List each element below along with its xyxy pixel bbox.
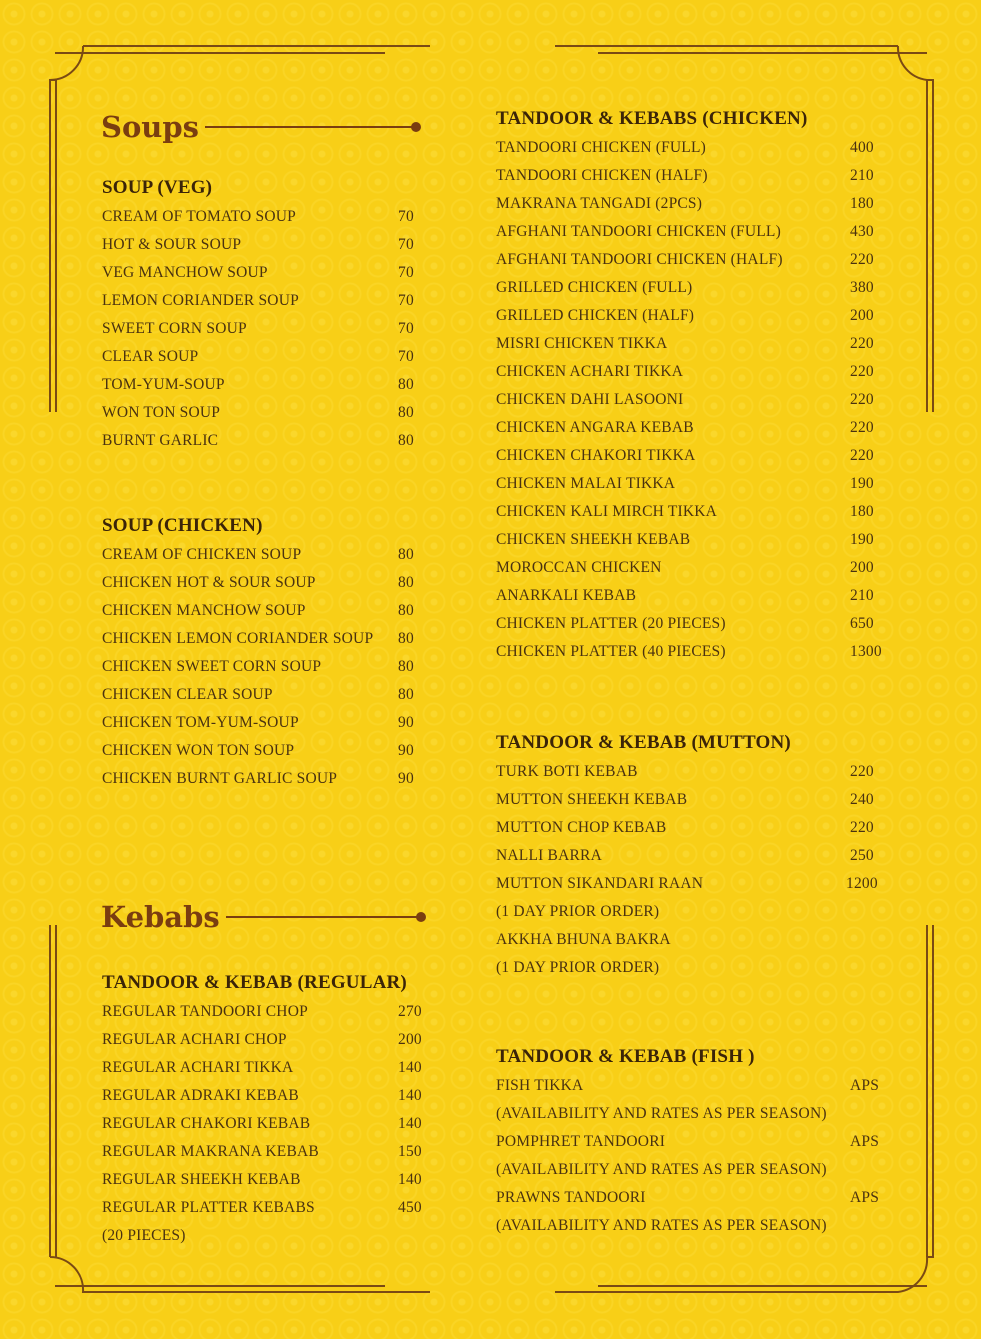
item-name: ANARKALI KEBAB xyxy=(496,587,637,604)
item-price: 140 xyxy=(398,1087,422,1104)
item-price: 80 xyxy=(398,658,414,675)
menu-item xyxy=(102,203,432,231)
item-name: MUTTON SHEEKH KEBAB xyxy=(496,791,688,808)
item-price: 210 xyxy=(850,587,874,604)
item-price: 400 xyxy=(850,139,874,156)
item-price: 80 xyxy=(398,630,414,647)
item-name: TANDOORI CHICKEN (FULL) xyxy=(496,139,707,156)
item-price: 90 xyxy=(398,770,414,787)
menu-item xyxy=(102,399,432,427)
item-price: 180 xyxy=(850,503,874,520)
menu-item xyxy=(102,231,432,259)
item-price: 190 xyxy=(850,475,874,492)
item-price: 180 xyxy=(850,195,874,212)
title-rule xyxy=(205,126,417,128)
item-price: 220 xyxy=(850,763,874,780)
item-name: CHICKEN TOM-YUM-SOUP xyxy=(102,714,299,731)
menu-item xyxy=(496,1212,896,1240)
item-name: CREAM OF CHICKEN SOUP xyxy=(102,546,302,563)
section-soup-chicken xyxy=(102,511,432,793)
menu-item xyxy=(102,1054,442,1082)
item-name: REGULAR TANDOORI CHOP xyxy=(102,1003,308,1020)
section-heading: SOUP (VEG) xyxy=(102,177,213,198)
menu-item xyxy=(102,1082,442,1110)
item-price: 70 xyxy=(398,348,414,365)
menu-item xyxy=(102,1110,442,1138)
item-price: 140 xyxy=(398,1115,422,1132)
item-price: 220 xyxy=(850,391,874,408)
item-name: CHICKEN ACHARI TIKKA xyxy=(496,363,684,380)
section-soup-veg xyxy=(102,173,432,455)
item-name: POMPHRET TANDOORI xyxy=(496,1133,666,1150)
menu-item xyxy=(102,1222,442,1250)
menu-item xyxy=(496,610,896,638)
item-name: AKKHA BHUNA BAKRA xyxy=(496,931,671,948)
item-price: 80 xyxy=(398,376,414,393)
item-price: 210 xyxy=(850,167,874,184)
title-rule xyxy=(226,916,422,918)
section-kebab-regular xyxy=(102,968,442,1250)
menu-item xyxy=(496,554,896,582)
item-name: REGULAR PLATTER KEBABS xyxy=(102,1199,315,1216)
item-price: 270 xyxy=(398,1003,422,1020)
menu-item xyxy=(496,758,896,786)
menu-item xyxy=(102,427,432,455)
section-heading: TANDOOR & KEBAB (FISH ) xyxy=(496,1046,755,1067)
section-kebab-chicken xyxy=(496,104,896,666)
section-heading: SOUP (CHICKEN) xyxy=(102,515,263,536)
menu-item xyxy=(102,1026,442,1054)
item-name: CHICKEN ANGARA KEBAB xyxy=(496,419,694,436)
item-price: 380 xyxy=(850,279,874,296)
item-name: CHICKEN BURNT GARLIC SOUP xyxy=(102,770,338,787)
menu-item xyxy=(102,541,432,569)
item-price: 70 xyxy=(398,320,414,337)
item-price: 140 xyxy=(398,1059,422,1076)
item-price: APS xyxy=(850,1133,880,1150)
item-price: 80 xyxy=(398,602,414,619)
item-price: APS xyxy=(850,1189,880,1206)
menu-item xyxy=(496,246,896,274)
item-name: (20 PIECES) xyxy=(102,1227,186,1244)
item-name: REGULAR MAKRANA KEBAB xyxy=(102,1143,319,1160)
item-price: 80 xyxy=(398,546,414,563)
menu-item xyxy=(496,638,896,666)
menu-item xyxy=(496,1156,896,1184)
menu-item xyxy=(496,1100,896,1128)
item-name: TANDOORI CHICKEN (HALF) xyxy=(496,167,708,184)
kebabs-title xyxy=(101,900,422,934)
menu-item xyxy=(102,737,432,765)
menu-item xyxy=(496,1072,896,1100)
menu-item xyxy=(102,343,432,371)
menu-item xyxy=(102,315,432,343)
menu-item xyxy=(496,414,896,442)
menu-item xyxy=(496,786,896,814)
item-name: CHICKEN CLEAR SOUP xyxy=(102,686,273,703)
item-price: 70 xyxy=(398,264,414,281)
item-name: CHICKEN HOT & SOUR SOUP xyxy=(102,574,316,591)
item-price: 220 xyxy=(850,363,874,380)
item-name: (AVAILABILITY AND RATES AS PER SEASON) xyxy=(496,1217,827,1234)
item-name: CHICKEN WON TON SOUP xyxy=(102,742,295,759)
item-name: CHICKEN DAHI LASOONI xyxy=(496,391,684,408)
menu-item xyxy=(102,597,432,625)
item-name: CHICKEN MANCHOW SOUP xyxy=(102,602,306,619)
item-price: 80 xyxy=(398,686,414,703)
item-name: REGULAR SHEEKH KEBAB xyxy=(102,1171,301,1188)
item-name: MISRI CHICKEN TIKKA xyxy=(496,335,668,352)
menu-item xyxy=(496,898,896,926)
menu-item xyxy=(496,814,896,842)
menu-item xyxy=(496,926,896,954)
item-name: AFGHANI TANDOORI CHICKEN (FULL) xyxy=(496,223,781,240)
item-name: (1 DAY PRIOR ORDER) xyxy=(496,959,660,976)
menu-item xyxy=(496,1128,896,1156)
menu-item xyxy=(496,302,896,330)
item-name: MUTTON CHOP KEBAB xyxy=(496,819,667,836)
item-name: REGULAR ADRAKI KEBAB xyxy=(102,1087,299,1104)
item-name: VEG MANCHOW SOUP xyxy=(102,264,268,281)
item-price: 200 xyxy=(850,559,874,576)
item-name: AFGHANI TANDOORI CHICKEN (HALF) xyxy=(496,251,783,268)
item-price: 190 xyxy=(850,531,874,548)
menu-item xyxy=(496,162,896,190)
item-name: CHICKEN PLATTER (40 PIECES) xyxy=(496,643,726,660)
item-name: TOM-YUM-SOUP xyxy=(102,376,225,393)
item-price: 80 xyxy=(398,432,414,449)
menu-item xyxy=(496,386,896,414)
item-name: MUTTON SIKANDARI RAAN xyxy=(496,875,704,892)
item-name: NALLI BARRA xyxy=(496,847,602,864)
section-kebab-mutton xyxy=(496,728,896,982)
menu-item xyxy=(496,498,896,526)
item-name: TURK BOTI KEBAB xyxy=(496,763,638,780)
item-price: 220 xyxy=(850,819,874,836)
item-price: 80 xyxy=(398,404,414,421)
menu-item xyxy=(496,526,896,554)
item-price: 220 xyxy=(850,419,874,436)
item-name: CHICKEN LEMON CORIANDER SOUP xyxy=(102,630,374,647)
item-price: 250 xyxy=(850,847,874,864)
item-price: 200 xyxy=(398,1031,422,1048)
menu-item xyxy=(496,842,896,870)
menu-item xyxy=(496,190,896,218)
menu-item xyxy=(102,569,432,597)
menu-item xyxy=(496,442,896,470)
item-name: GRILLED CHICKEN (HALF) xyxy=(496,307,695,324)
item-name: SWEET CORN SOUP xyxy=(102,320,247,337)
item-name: MOROCCAN CHICKEN xyxy=(496,559,662,576)
menu-item xyxy=(102,765,432,793)
menu-item xyxy=(496,954,896,982)
menu-item xyxy=(496,218,896,246)
item-name: PRAWNS TANDOORI xyxy=(496,1189,646,1206)
item-price: 80 xyxy=(398,574,414,591)
menu-item xyxy=(496,582,896,610)
item-name: (1 DAY PRIOR ORDER) xyxy=(496,903,660,920)
item-name: (AVAILABILITY AND RATES AS PER SEASON) xyxy=(496,1161,827,1178)
item-name: CREAM OF TOMATO SOUP xyxy=(102,208,296,225)
menu-item xyxy=(496,1184,896,1212)
item-name: CHICKEN CHAKORI TIKKA xyxy=(496,447,696,464)
item-price: 70 xyxy=(398,236,414,253)
item-name: MAKRANA TANGADI (2PCS) xyxy=(496,195,703,212)
item-price: 90 xyxy=(398,714,414,731)
menu-item xyxy=(102,287,432,315)
item-price: 70 xyxy=(398,208,414,225)
section-kebab-fish xyxy=(496,1042,896,1240)
item-price: 140 xyxy=(398,1171,422,1188)
item-name: HOT & SOUR SOUP xyxy=(102,236,242,253)
item-price: 650 xyxy=(850,615,874,632)
item-name: CHICKEN SWEET CORN SOUP xyxy=(102,658,322,675)
item-name: CHICKEN MALAI TIKKA xyxy=(496,475,676,492)
menu-item xyxy=(102,1194,442,1222)
menu-item xyxy=(102,709,432,737)
menu-item xyxy=(496,274,896,302)
item-name: LEMON CORIANDER SOUP xyxy=(102,292,299,309)
item-name: CHICKEN KALI MIRCH TIKKA xyxy=(496,503,718,520)
item-name: WON TON SOUP xyxy=(102,404,221,421)
item-price: 240 xyxy=(850,791,874,808)
menu-item xyxy=(102,653,432,681)
menu-item xyxy=(102,1166,442,1194)
item-price: APS xyxy=(850,1077,880,1094)
item-price: 220 xyxy=(850,447,874,464)
item-name: (AVAILABILITY AND RATES AS PER SEASON) xyxy=(496,1105,827,1122)
item-price: 1300 xyxy=(850,643,882,660)
item-name: CLEAR SOUP xyxy=(102,348,199,365)
menu-item xyxy=(496,134,896,162)
item-name: CHICKEN SHEEKH KEBAB xyxy=(496,531,691,548)
item-name: BURNT GARLIC xyxy=(102,432,219,449)
menu-item xyxy=(102,625,432,653)
menu-item xyxy=(102,259,432,287)
item-name: FISH TIKKA xyxy=(496,1077,584,1094)
item-price: 450 xyxy=(398,1199,422,1216)
item-name: REGULAR ACHARI TIKKA xyxy=(102,1059,294,1076)
item-price: 220 xyxy=(850,251,874,268)
item-name: GRILLED CHICKEN (FULL) xyxy=(496,279,693,296)
soups-title xyxy=(101,110,417,144)
item-name: CHICKEN PLATTER (20 PIECES) xyxy=(496,615,726,632)
item-name: REGULAR CHAKORI KEBAB xyxy=(102,1115,311,1132)
soups-title-text: Soups xyxy=(101,110,199,144)
menu-item xyxy=(102,1138,442,1166)
item-price: 150 xyxy=(398,1143,422,1160)
section-heading: TANDOOR & KEBAB (REGULAR) xyxy=(102,972,407,993)
menu-item xyxy=(496,330,896,358)
item-price: 200 xyxy=(850,307,874,324)
menu-item xyxy=(496,470,896,498)
menu-item xyxy=(496,358,896,386)
menu-item xyxy=(102,998,442,1026)
item-price: 1200 xyxy=(846,875,878,892)
section-heading: TANDOOR & KEBABS (CHICKEN) xyxy=(496,108,808,129)
kebabs-title-text: Kebabs xyxy=(101,900,220,934)
item-price: 90 xyxy=(398,742,414,759)
menu-item xyxy=(496,870,896,898)
section-heading: TANDOOR & KEBAB (MUTTON) xyxy=(496,732,791,753)
item-price: 70 xyxy=(398,292,414,309)
item-price: 220 xyxy=(850,335,874,352)
item-price: 430 xyxy=(850,223,874,240)
item-name: REGULAR ACHARI CHOP xyxy=(102,1031,287,1048)
menu-item xyxy=(102,371,432,399)
menu-item xyxy=(102,681,432,709)
